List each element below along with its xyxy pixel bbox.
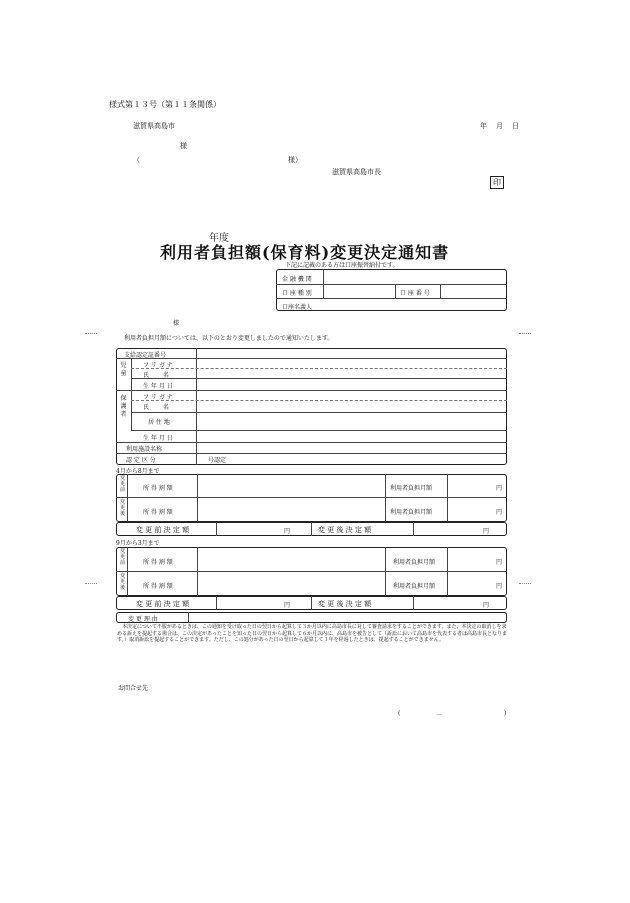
divider (197, 547, 198, 596)
margin-mark (85, 333, 97, 334)
address-label: 居 住 地 (148, 419, 170, 426)
child-birthdate-label: 生 年 月 日 (143, 383, 173, 390)
period2-after-label: 変更後 (119, 573, 125, 591)
period2-after-yen: 円 (496, 583, 503, 590)
cert-number-label: 支給認定証番号 (124, 352, 167, 359)
guardian-birthdate-label: 生 年 月 日 (143, 435, 173, 442)
period1-after-decision-yen: 円 (483, 528, 490, 535)
contact-label: お問合せ先 (118, 685, 149, 692)
paren-close-sama: 様） (288, 156, 302, 164)
period1-table (116, 474, 507, 522)
divider (116, 358, 507, 359)
period2-before-decision-yen: 円 (284, 602, 291, 609)
period2-before-decision-label: 変 更 前 決 定 額 (136, 600, 190, 608)
date-year: 年 (480, 122, 487, 130)
divider (116, 453, 507, 454)
divider (385, 547, 386, 596)
divider (131, 400, 507, 401)
appeal-notice: 本決定について不服があるときは、この通知を受け取った日の翌日から起算して３か月以内に高島市長に対して審査請求をすることができます。また、本決定の取消しを求める訴えを提起する場合は、この決定があったことを知った日の翌日から起算して６か月以内に、高島市を被告として（訴訟において高島市を代表する者は高島市長となります。）取消訴訟を提起することができます。ただし、この処分があった日の翌日から起算して１年を経過したときは、提起することができません。 (117, 624, 507, 643)
institution-label: 金 融 機 関 (282, 276, 312, 283)
divider (127, 474, 128, 522)
account-number-label: 口 座 番 号 (400, 290, 430, 297)
divider (216, 522, 217, 536)
margin-mark (85, 583, 97, 584)
bank-note: 下記に記載のある方は口座振替納付です。 (285, 262, 399, 269)
reason-label: 変 更 理 由 (128, 616, 158, 623)
period2-after-decision-label: 変 更 後 決 定 額 (318, 600, 372, 608)
contact-paren-open: ( (398, 710, 401, 717)
guardian-furigana-label: フ リ ガ ナ (143, 394, 173, 401)
divider (116, 571, 507, 572)
period2-before-label: 変更前 (119, 548, 125, 566)
contact-paren-close: ) (504, 710, 507, 717)
guardian-group-label: 保護者 (120, 395, 127, 418)
guardian-name-label: 氏 名 (143, 404, 175, 411)
divider (311, 522, 312, 536)
child-name-label: 氏 名 (143, 372, 175, 379)
contact-dash: － (436, 712, 443, 719)
divider (440, 284, 441, 298)
period2-before-monthly-label: 利用者負担月額 (393, 559, 436, 566)
period1-before-decision-yen: 円 (284, 528, 291, 535)
margin-mark (519, 333, 531, 334)
form-number: 様式第１３号（第１１条関係） (109, 100, 221, 109)
child-group-label: 児童 (120, 362, 127, 377)
addressee-sama: 様 (173, 320, 180, 327)
period2-before-tax-label: 所 得 割 額 (143, 559, 173, 566)
divider (447, 547, 448, 596)
facility-label: 利用施設名称 (126, 446, 163, 453)
period1-after-monthly-label: 利用者負担月額 (390, 509, 433, 516)
divider (188, 612, 189, 623)
period1-before-decision-label: 変 更 前 決 定 額 (136, 526, 190, 534)
date-day: 日 (512, 122, 519, 130)
paren-open: （ (133, 156, 140, 164)
period1-before-tax-label: 所 得 割 額 (143, 485, 173, 492)
divider (385, 474, 386, 522)
divider (116, 390, 507, 391)
divider (116, 497, 507, 498)
honorific-top: 様 (180, 142, 187, 150)
margin-mark (519, 583, 531, 584)
divider (131, 368, 507, 369)
period2-label: 9月から3月まで (116, 540, 160, 547)
reason-row (116, 612, 507, 623)
category-value: 号認定 (208, 457, 227, 464)
period2-after-tax-label: 所 得 割 額 (143, 583, 173, 590)
period1-label: 4月から8月まで (116, 468, 160, 475)
divider (395, 284, 396, 298)
child-furigana-label: フ リ ガ ナ (143, 362, 173, 369)
fiscal-year: 年度 (209, 233, 229, 244)
divider (127, 547, 128, 596)
seal-stamp: 印 (490, 176, 504, 189)
divider (216, 596, 217, 610)
issuer: 滋賀県高島市長 (332, 168, 381, 176)
period1-before-monthly-label: 利用者負担月額 (390, 485, 433, 492)
divider (131, 378, 507, 379)
divider (311, 596, 312, 610)
period1-before-yen: 円 (496, 485, 503, 492)
divider (276, 298, 507, 299)
divider (116, 442, 507, 443)
account-holder-label: 口座名義人 (282, 304, 313, 311)
category-label: 認 定 区 分 (126, 457, 156, 464)
divider (197, 474, 198, 522)
divider (323, 269, 324, 298)
date-month: 月 (496, 122, 503, 130)
intro-text: 利用者負担月額については、以下のとおり変更しましたので通知いたします。 (124, 335, 334, 342)
divider (413, 522, 414, 536)
period1-before-label: 変更前 (119, 475, 125, 493)
period2-after-decision-yen: 円 (483, 602, 490, 609)
divider (196, 348, 197, 465)
period2-before-yen: 円 (496, 559, 503, 566)
period1-after-tax-label: 所 得 割 額 (143, 509, 173, 516)
period1-after-decision-label: 変 更 後 決 定 額 (318, 526, 372, 534)
account-type-label: 口 座 種 別 (282, 290, 312, 297)
period1-after-label: 変更後 (119, 499, 125, 517)
divider (413, 596, 414, 610)
period1-after-yen: 円 (496, 509, 503, 516)
divider (131, 412, 507, 413)
period2-after-monthly-label: 利用者負担月額 (393, 583, 436, 590)
document-title: 利用者負担額(保育料)変更決定通知書 (160, 243, 450, 262)
divider (447, 474, 448, 522)
divider (131, 430, 507, 431)
divider (276, 284, 507, 285)
recipient-org: 滋賀県高島市 (133, 122, 175, 130)
